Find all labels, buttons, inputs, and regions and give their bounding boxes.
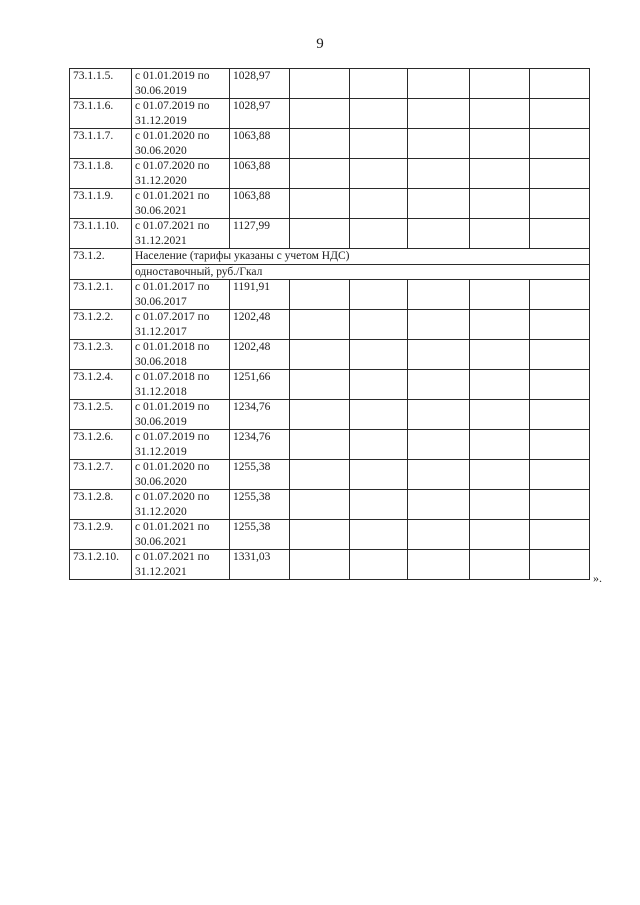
- empty-cell: [408, 129, 470, 159]
- tariff-value: 1063,88: [230, 159, 290, 189]
- empty-cell: [408, 310, 470, 340]
- tariff-value: 1234,76: [230, 430, 290, 460]
- empty-cell: [350, 69, 408, 99]
- period-to: 30.06.2017: [135, 295, 187, 308]
- tariff-value: 1028,97: [230, 99, 290, 129]
- period-cell: [132, 159, 230, 189]
- empty-cell: [290, 430, 350, 460]
- empty-cell: [408, 490, 470, 520]
- period-to: 30.06.2021: [135, 204, 187, 217]
- empty-cell: [470, 219, 530, 249]
- table-row: [70, 69, 590, 99]
- row-number: 73.1.2.4.: [70, 370, 132, 400]
- period-from: с 01.01.2019 по: [135, 401, 210, 413]
- empty-cell: [350, 189, 408, 219]
- empty-cell: [350, 520, 408, 550]
- section-subtitle: одноставочный, руб./Гкал: [132, 264, 590, 280]
- period-from: с 01.01.2021 по: [135, 521, 210, 533]
- empty-cell: [470, 430, 530, 460]
- empty-cell: [408, 460, 470, 490]
- section-number: 73.1.2.: [70, 249, 132, 265]
- tariff-value: 1234,76: [230, 400, 290, 430]
- period-to: 31.12.2018: [135, 385, 187, 398]
- period-cell: [132, 400, 230, 430]
- empty-cell: [290, 550, 350, 580]
- empty-cell: [350, 310, 408, 340]
- empty-cell: [530, 219, 590, 249]
- empty-cell: [470, 280, 530, 310]
- period-to: 30.06.2020: [135, 475, 187, 488]
- period-from: с 01.01.2018 по: [135, 341, 210, 353]
- empty-cell: [530, 400, 590, 430]
- row-number: 73.1.1.7.: [70, 129, 132, 159]
- period-to: 30.06.2021: [135, 535, 187, 548]
- page-number: 9: [316, 36, 324, 52]
- period-cell: [132, 430, 230, 460]
- tariff-value: 1191,91: [230, 280, 290, 310]
- empty-cell: [470, 99, 530, 129]
- table-row: [70, 400, 590, 430]
- table-row: [70, 219, 590, 249]
- row-number: 73.1.2.1.: [70, 280, 132, 310]
- empty-cell: [408, 370, 470, 400]
- empty-cell: [350, 550, 408, 580]
- period-cell: [132, 520, 230, 550]
- empty-cell: [470, 490, 530, 520]
- period-to: 31.12.2019: [135, 114, 187, 127]
- tariff-value: 1255,38: [230, 490, 290, 520]
- empty-cell: [408, 99, 470, 129]
- row-number: 73.1.2.8.: [70, 490, 132, 520]
- empty-cell: [350, 430, 408, 460]
- empty-cell: [290, 400, 350, 430]
- row-number: 73.1.1.5.: [70, 69, 132, 99]
- empty-cell: [350, 280, 408, 310]
- table-row: [70, 490, 590, 520]
- tariff-value: 1127,99: [230, 219, 290, 249]
- period-cell: [132, 219, 230, 249]
- empty-cell: [350, 400, 408, 430]
- empty-cell: [290, 99, 350, 129]
- empty-cell: [290, 370, 350, 400]
- period-cell: [132, 460, 230, 490]
- period-to: 31.12.2021: [135, 234, 187, 247]
- empty-cell: [530, 310, 590, 340]
- empty-cell: [408, 189, 470, 219]
- period-from: с 01.01.2020 по: [135, 130, 210, 142]
- empty-cell: [290, 340, 350, 370]
- period-from: с 01.01.2019 по: [135, 70, 210, 82]
- empty-cell: [530, 520, 590, 550]
- period-cell: [132, 99, 230, 129]
- empty-cell: [470, 159, 530, 189]
- empty-cell: [408, 400, 470, 430]
- table-row: [70, 370, 590, 400]
- empty-cell: [470, 460, 530, 490]
- empty-cell: [530, 550, 590, 580]
- row-number: 73.1.2.6.: [70, 430, 132, 460]
- empty-cell: [408, 520, 470, 550]
- period-cell: [132, 370, 230, 400]
- empty-cell: [530, 159, 590, 189]
- section-number-spacer: [70, 264, 132, 280]
- table-row: [70, 340, 590, 370]
- section-title: Население (тарифы указаны с учетом НДС): [132, 249, 590, 265]
- row-number: 73.1.1.8.: [70, 159, 132, 189]
- empty-cell: [408, 340, 470, 370]
- empty-cell: [470, 189, 530, 219]
- empty-cell: [350, 219, 408, 249]
- empty-cell: [290, 460, 350, 490]
- period-to: 31.12.2021: [135, 565, 187, 578]
- empty-cell: [530, 99, 590, 129]
- empty-cell: [408, 550, 470, 580]
- period-to: 30.06.2019: [135, 84, 187, 97]
- empty-cell: [408, 219, 470, 249]
- empty-cell: [470, 310, 530, 340]
- empty-cell: [470, 370, 530, 400]
- empty-cell: [530, 490, 590, 520]
- row-number: 73.1.2.5.: [70, 400, 132, 430]
- tariff-table: [69, 68, 590, 580]
- period-from: с 01.07.2018 по: [135, 371, 210, 383]
- empty-cell: [530, 370, 590, 400]
- period-from: с 01.01.2017 по: [135, 281, 210, 293]
- tariff-value: 1255,38: [230, 520, 290, 550]
- row-number: 73.1.2.2.: [70, 310, 132, 340]
- period-to: 30.06.2018: [135, 355, 187, 368]
- empty-cell: [350, 460, 408, 490]
- empty-cell: [290, 159, 350, 189]
- period-cell: [132, 340, 230, 370]
- table-row: [70, 460, 590, 490]
- empty-cell: [408, 159, 470, 189]
- period-from: с 01.01.2020 по: [135, 461, 210, 473]
- table-row: [70, 520, 590, 550]
- period-cell: [132, 280, 230, 310]
- period-cell: [132, 129, 230, 159]
- row-number: 73.1.2.7.: [70, 460, 132, 490]
- table-row: [70, 550, 590, 580]
- period-from: с 01.01.2021 по: [135, 190, 210, 202]
- period-from: с 01.07.2019 по: [135, 100, 210, 112]
- empty-cell: [408, 280, 470, 310]
- empty-cell: [350, 370, 408, 400]
- empty-cell: [350, 129, 408, 159]
- empty-cell: [530, 129, 590, 159]
- empty-cell: [350, 159, 408, 189]
- empty-cell: [290, 129, 350, 159]
- section-title-row: [70, 249, 590, 265]
- empty-cell: [530, 189, 590, 219]
- tariff-value: 1251,66: [230, 370, 290, 400]
- empty-cell: [470, 129, 530, 159]
- period-from: с 01.07.2017 по: [135, 311, 210, 323]
- table-row: [70, 129, 590, 159]
- table-row: [70, 280, 590, 310]
- empty-cell: [290, 280, 350, 310]
- period-to: 31.12.2020: [135, 505, 187, 518]
- period-to: 31.12.2017: [135, 325, 187, 338]
- tariff-block-2: [70, 280, 590, 580]
- empty-cell: [290, 69, 350, 99]
- tariff-value: 1063,88: [230, 189, 290, 219]
- empty-cell: [290, 490, 350, 520]
- table-row: [70, 159, 590, 189]
- empty-cell: [350, 99, 408, 129]
- empty-cell: [530, 460, 590, 490]
- empty-cell: [290, 310, 350, 340]
- empty-cell: [530, 340, 590, 370]
- empty-cell: [290, 520, 350, 550]
- row-number: 73.1.2.3.: [70, 340, 132, 370]
- empty-cell: [408, 430, 470, 460]
- period-cell: [132, 189, 230, 219]
- tariff-value: 1028,97: [230, 69, 290, 99]
- empty-cell: [530, 69, 590, 99]
- table-row: [70, 310, 590, 340]
- empty-cell: [470, 400, 530, 430]
- empty-cell: [470, 520, 530, 550]
- tariff-value: 1331,03: [230, 550, 290, 580]
- table-row: [70, 189, 590, 219]
- empty-cell: [470, 550, 530, 580]
- table-row: [70, 99, 590, 129]
- period-cell: [132, 69, 230, 99]
- tariff-value: 1255,38: [230, 460, 290, 490]
- empty-cell: [350, 490, 408, 520]
- row-number: 73.1.2.9.: [70, 520, 132, 550]
- period-from: с 01.07.2019 по: [135, 431, 210, 443]
- period-to: 30.06.2020: [135, 144, 187, 157]
- empty-cell: [290, 219, 350, 249]
- closing-quote: ».: [593, 571, 602, 585]
- period-cell: [132, 490, 230, 520]
- row-number: 73.1.1.6.: [70, 99, 132, 129]
- tariff-value: 1063,88: [230, 129, 290, 159]
- period-to: 30.06.2019: [135, 415, 187, 428]
- period-to: 31.12.2020: [135, 174, 187, 187]
- table-row: [70, 430, 590, 460]
- period-cell: [132, 550, 230, 580]
- section-subtitle-row: [70, 264, 590, 280]
- period-from: с 01.07.2020 по: [135, 160, 210, 172]
- tariff-value: 1202,48: [230, 340, 290, 370]
- empty-cell: [290, 189, 350, 219]
- period-from: с 01.07.2021 по: [135, 220, 210, 232]
- period-from: с 01.07.2021 по: [135, 551, 210, 563]
- tariff-block-1: [70, 69, 590, 249]
- empty-cell: [408, 69, 470, 99]
- empty-cell: [470, 340, 530, 370]
- empty-cell: [470, 69, 530, 99]
- period-cell: [132, 310, 230, 340]
- section-population: [70, 249, 590, 280]
- period-from: с 01.07.2020 по: [135, 491, 210, 503]
- row-number: 73.1.1.10.: [70, 219, 132, 249]
- tariff-value: 1202,48: [230, 310, 290, 340]
- period-to: 31.12.2019: [135, 445, 187, 458]
- empty-cell: [350, 340, 408, 370]
- empty-cell: [530, 280, 590, 310]
- row-number: 73.1.1.9.: [70, 189, 132, 219]
- row-number: 73.1.2.10.: [70, 550, 132, 580]
- empty-cell: [530, 430, 590, 460]
